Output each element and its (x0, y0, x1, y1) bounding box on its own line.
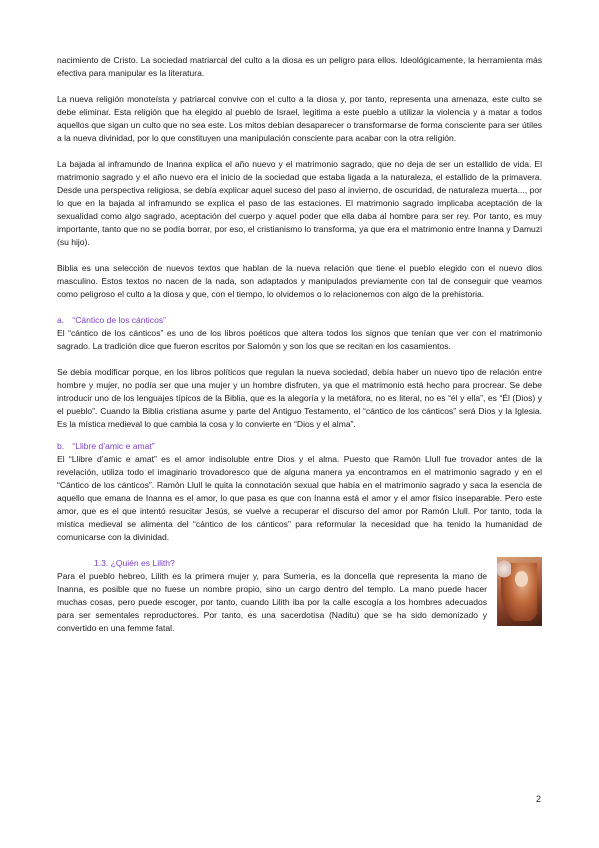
lilith-section (57, 557, 542, 635)
section-heading: 1.3. ¿Quién es Lilith? (94, 558, 175, 568)
document-page (57, 54, 542, 635)
subsection-heading-a (57, 314, 542, 327)
subsection-letter: a. (57, 315, 65, 325)
paragraph: Para el pueblo hebreo, Lilith es la primera mujer y, para Sumeria, es la doncella que representa la mano de Inanna, es posible que no fuese un nombre propio, sino un cargo dentro del templo. La mano puede hacer muchas cosas, pero puede escoger, por tanto, cuando Lilith iba por la calle escogía a los hombres adecuados para ser sementales reproductores. Por tanto, es una sacerdotisa (Naditu) que se ha sido demonizado y convertido en una femme fatal. (57, 571, 487, 633)
subsection-title: “Llibre d’amic e amat” (72, 441, 155, 451)
paragraph: La nueva religión monoteísta y patriarcal convive con el culto a la diosa y, por tanto, representa una amenaza, este culto se debe eliminar. Esta religión que ha elegido al pueblo de Israel, legitima a este pueblo a utilizar la violencia y a matar a todos aquellos que sigan un culto que no sea este. Los mitos debían desaparecer o transformarse de forma consciente para ser útiles a la nueva divinidad, por lo que constituyen una manipulación consciente para acabar con la otra religión. (57, 94, 542, 143)
paragraph: El “cántico de los cánticos” es uno de los libros poéticos que altera todos los signos que tenían que ver con el matrimonio sagrado. La tradición dice que fueron escritos por Salomón y son los que se recitan en los casamientos. (57, 328, 542, 351)
lilith-portrait-image (497, 557, 542, 626)
paragraph: nacimiento de Cristo. La sociedad matriarcal del culto a la diosa es un peligro para ellos. Ideológicamente, la herramienta más efectiva para manipular es la literatura. (57, 55, 542, 78)
subsection-letter: b. (57, 441, 65, 451)
page-number: 2 (536, 794, 542, 804)
paragraph: Biblia es una selección de nuevos textos que hablan de la nueva relación que tiene el pueblo elegido con el nuevo dios masculino. Estos textos no nacen de la nada, son adaptados y manipulados previamente con tal de conseguir que veamos como peligroso el culto a la diosa y que, con el tiempo, lo olvidemos o lo relacionemos con algo de la prehistoria. (57, 263, 542, 299)
paragraph: La bajada al inframundo de Inanna explica el año nuevo y el matrimonio sagrado, que no deja de ser un estallido de vida. El matrimonio sagrado y el año nuevo era el inicio de la sociedad que estaba ligada a la naturaleza, el estallido de la primavera. Desde una perspectiva religiosa, se debía explicar aquel suceso del paso al invierno, de oscuridad, de naturaleza muerta..., por lo que en la bajada al inframundo se explica el paso de las estaciones. El matrimonio sagrado implicaba aceptación de la sexualidad como algo sagrado, aceptación del cuerpo y aquel poder que ella daba al hombre para ser rey. Por tanto, es muy importante, tanto que no se podía borrar, por eso, el cristianismo lo transforma, ya que era el matrimonio entre Inanna y Damuzi (su hijo). (57, 159, 542, 247)
paragraph: El “Llibre d’amic e amat” es el amor indisoluble entre Dios y el alma. Puesto que Ramón Llull fue trovador antes de la revelación, utiliza todo el imaginario trovadoresco que de alguna manera ya encontramos en el matrimonio sagrado y en el “Cántico de los cánticos”. Ramón Llull le quita la connotación sexual que había en el matrimonio sagrado y saca la esencia de aquello que emana de Inanna es el amor, lo que pasa es que con Inanna está el amor y el amor físico inseparable. Pero este amor, que es el que intentó resucitar Jesús, se vuelve a recuperar el discurso del amor por Ramón Llull. Por tanto, toda la mística medieval se alimenta del “cántico de los cánticos” para reformular la necesidad que ha tenido la humanidad de comunicarse con la divinidad. (57, 454, 542, 542)
paragraph: Se debía modificar porque, en los libros políticos que regulan la nueva sociedad, debía haber un nuevo tipo de relación entre hombre y mujer, no podía ser que una mujer y un hombre disfruten, ya que el matrimonio está hecho para procrear. Se debe introducir uno de los lenguajes típicos de la Biblia, que es la alegoría y la metáfora, no es literal, no es “él y ella”, es “Él (Dios) y el pueblo”. Cuando la Biblia cristiana asume y parte del Antiguo Testamento, el “cántico de los cánticos” será Dios y la Iglesia. Es la mística medieval lo que cambia la cosa y lo convierte en “Dios y el alma”. (57, 367, 542, 429)
subsection-title: “Cántico de los cánticos” (72, 315, 166, 325)
subsection-heading-b (57, 440, 542, 453)
